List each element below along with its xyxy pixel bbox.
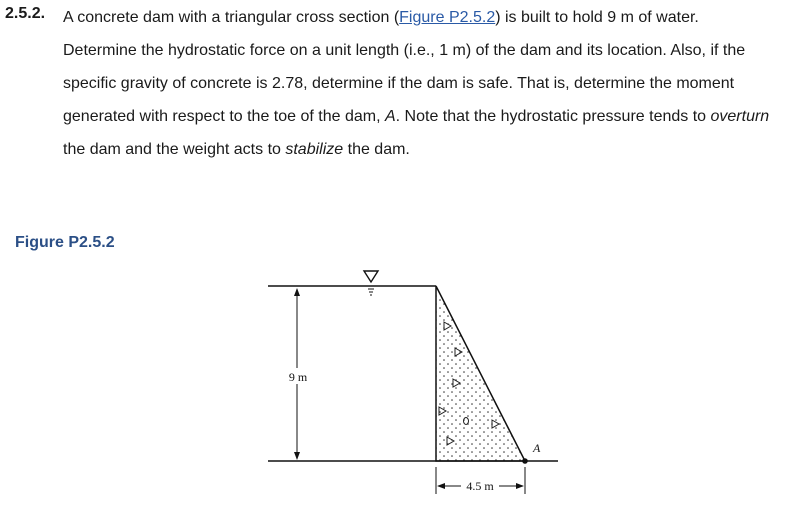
problem-line-5-part2: the dam. bbox=[343, 141, 410, 158]
problem-text-part2: ) is built to hold 9 m of water. bbox=[495, 9, 699, 26]
problem-text bbox=[63, 1, 808, 166]
problem-line-5 bbox=[63, 133, 808, 166]
toe-variable: A bbox=[384, 108, 396, 125]
toe-point bbox=[522, 458, 528, 464]
problem-text-part1: A concrete dam with a triangular cross section ( bbox=[63, 9, 400, 26]
problem-line-3: specific gravity of concrete is 2.78, determine if the dam is safe. That is, determine the moment bbox=[63, 75, 735, 92]
toe-label: A bbox=[533, 441, 541, 455]
height-label: 9 m bbox=[288, 370, 308, 384]
base-label: 4.5 m bbox=[466, 479, 494, 493]
water-level-icon bbox=[364, 271, 378, 295]
overturn-emphasis: overturn bbox=[710, 108, 770, 125]
stabilize-emphasis: stabilize bbox=[285, 141, 344, 158]
figure-link[interactable]: Figure P2.5.2 bbox=[399, 9, 496, 26]
dam-figure bbox=[258, 262, 568, 502]
dam-cross-section bbox=[436, 286, 525, 461]
problem-line-4 bbox=[63, 100, 808, 133]
problem-number: 2.5.2. bbox=[5, 5, 46, 22]
figure-title: Figure P2.5.2 bbox=[15, 234, 115, 251]
problem-line-1 bbox=[63, 1, 808, 34]
problem-line-5-part1: the dam and the weight acts to bbox=[63, 141, 286, 158]
dam-diagram bbox=[258, 262, 568, 502]
problem-line-2: Determine the hydrostatic force on a unit length (i.e., 1 m) of the dam and its location. Also, if the bbox=[63, 42, 746, 59]
problem-line-4-part2: . Note that the hydrostatic pressure tends to bbox=[395, 108, 711, 125]
problem-line-4-part1: generated with respect to the toe of the dam, bbox=[63, 108, 385, 125]
